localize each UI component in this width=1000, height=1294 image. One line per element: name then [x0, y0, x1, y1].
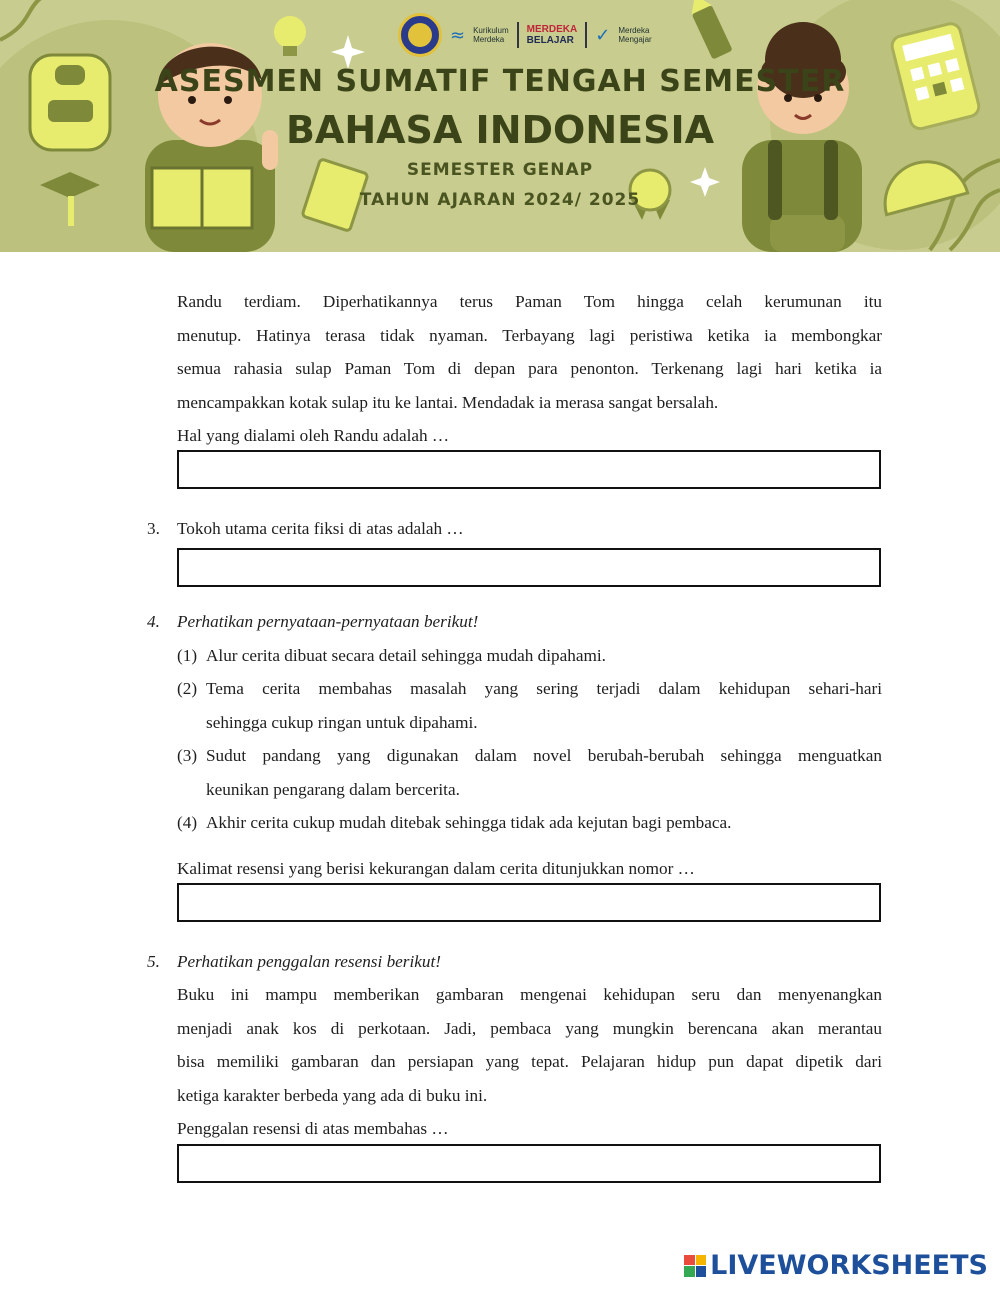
passage-line: mencampakkan kotak sulap itu ke lantai. Mendadak ia merasa sangat bersalah.: [177, 393, 719, 412]
merdeka-belajar-logo: MERDEKA BELAJAR: [526, 24, 578, 46]
merdeka-mengajar-logo: Merdeka Mengajar: [618, 26, 652, 44]
answer-box-q5[interactable]: [177, 1144, 881, 1183]
excerpt-line: bisa memiliki gambaran dan persiapan yang tepat. Pelajaran hidup pun dapat dipetik dari: [177, 1052, 882, 1071]
liveworksheets-logo[interactable]: [684, 1250, 988, 1281]
question-number: 3.: [147, 519, 160, 538]
question-instruction: Perhatikan penggalan resensi berikut!: [177, 952, 441, 971]
question-instruction: Perhatikan pernyataan-pernyataan berikut!: [177, 612, 479, 631]
excerpt-line: ketiga karakter berbeda yang ada di buku ini.: [177, 1086, 488, 1105]
exam-title: ASESMEN SUMATIF TENGAH SEMESTER: [154, 64, 846, 99]
passage-line: menutup. Hatinya terasa tidak nyaman. Terbayang lagi peristiwa ketika ia membongkar: [177, 326, 882, 345]
logo-row: [398, 12, 652, 58]
statement-label: (1): [177, 646, 198, 665]
answer-box-q4[interactable]: [177, 883, 881, 922]
passage-line: semua rahasia sulap Paman Tom di depan para penonton. Terkenang lagi hari ketika ia: [177, 359, 882, 378]
subject-title: BAHASA INDONESIA: [285, 108, 715, 152]
statement-item: [177, 639, 882, 673]
question-number: 4.: [147, 612, 160, 631]
logo-separator: [585, 22, 587, 48]
liveworksheets-icon: [684, 1255, 706, 1277]
statement-text-cont: keunikan pengarang dalam bercerita.: [206, 779, 460, 799]
statement-item: [177, 672, 882, 739]
statement-label: (4): [177, 813, 198, 832]
merdeka-mengajar-icon: ✓: [595, 24, 611, 46]
statement-text-cont: sehingga cukup ringan untuk dipahami.: [206, 712, 478, 732]
answer-box-q2[interactable]: [177, 450, 881, 489]
statement-label: (2): [177, 679, 198, 698]
school-seal-logo: [398, 13, 442, 57]
statement-item: [177, 739, 882, 806]
semester-label: SEMESTER GENAP: [406, 160, 594, 180]
kurikulum-icon: ≈: [450, 24, 466, 46]
statement-text: Akhir cerita cukup mudah ditebak sehingga tidak ada kejutan bagi pembaca.: [206, 813, 732, 832]
passage-line: Randu terdiam. Diperhatikannya terus Paman Tom hingga celah kerumunan itu: [177, 292, 882, 311]
question-prompt: Hal yang dialami oleh Randu adalah …: [177, 426, 450, 445]
liveworksheets-wordmark: LIVEWORKSHEETS: [710, 1250, 988, 1281]
statement-text: Sudut pandang yang digunakan dalam novel berubah-berubah sehingga menguatkan: [206, 746, 882, 765]
question-prompt: Penggalan resensi di atas membahas …: [177, 1119, 449, 1138]
kurikulum-merdeka-logo: Kurikulum Merdeka: [473, 26, 509, 44]
statement-text: Alur cerita dibuat secara detail sehingga mudah dipahami.: [206, 646, 606, 665]
excerpt-line: Buku ini mampu memberikan gambaran mengenai kehidupan seru dan menyenangkan: [177, 985, 882, 1004]
crayon-icon: [685, 0, 733, 60]
question-text: Tokoh utama cerita fiksi di atas adalah …: [177, 519, 464, 538]
lightbulb-icon: [274, 16, 306, 56]
header-banner: [0, 0, 1000, 252]
school-year-label: TAHUN AJARAN 2024/ 2025: [359, 190, 641, 210]
answer-box-q3[interactable]: [177, 548, 881, 587]
statement-label: (3): [177, 746, 198, 765]
statement-text: Tema cerita membahas masalah yang sering terjadi dalam kehidupan sehari-hari: [206, 679, 882, 698]
excerpt-line: menjadi anak kos di perkotaan. Jadi, pembaca yang mungkin berencana akan merantau: [177, 1019, 882, 1038]
question-prompt: Kalimat resensi yang berisi kekurangan dalam cerita ditunjukkan nomor …: [177, 859, 695, 878]
question-number: 5.: [147, 952, 160, 971]
statement-item: [177, 806, 882, 840]
logo-separator: [517, 22, 519, 48]
